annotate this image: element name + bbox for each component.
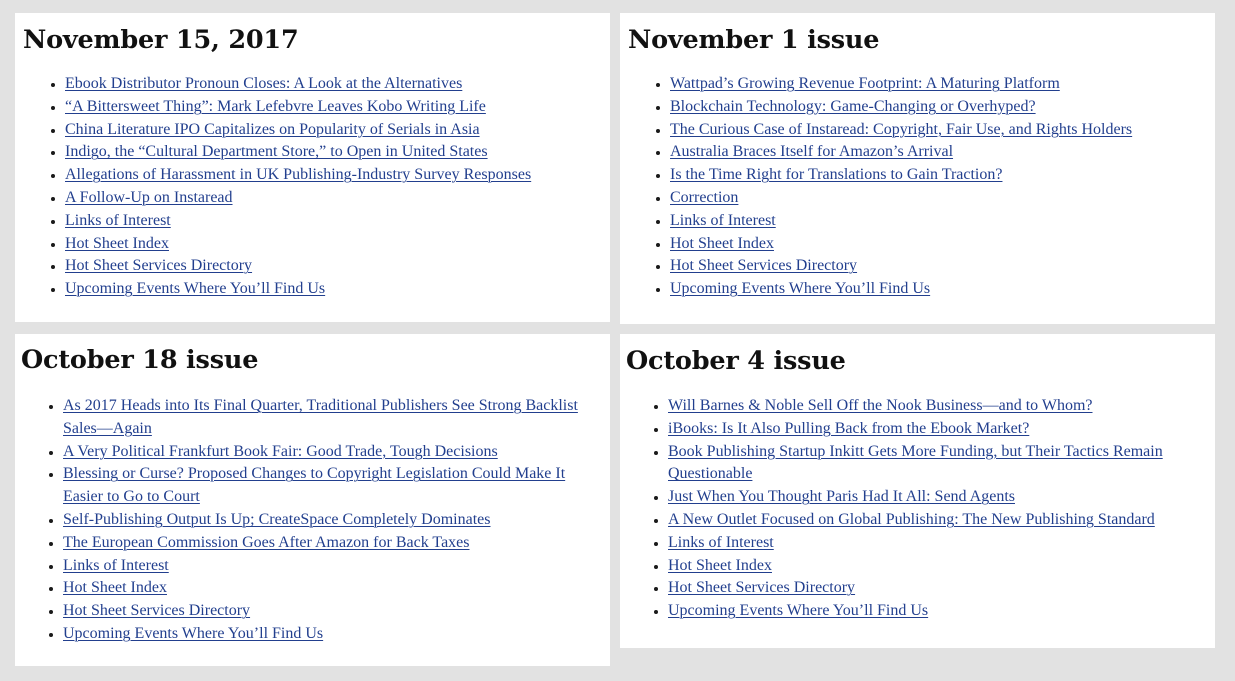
list-item xyxy=(65,96,615,119)
list-item xyxy=(65,233,615,256)
article-link[interactable]: As 2017 Heads into Its Final Quarter, Traditional Publishers See Strong Backlist Sales—Again xyxy=(63,397,578,437)
list-item xyxy=(670,233,1220,256)
list-item xyxy=(65,164,615,187)
list-item xyxy=(670,96,1220,119)
article-link[interactable]: Ebook Distributor Pronoun Closes: A Look at the Alternatives xyxy=(65,75,463,92)
article-link[interactable]: A Follow-Up on Instaread xyxy=(65,188,233,206)
article-link[interactable]: Blessing or Curse? Proposed Changes to Copyright Legislation Could Make It Easier to Go to Court xyxy=(63,465,566,506)
links-of-interest-link[interactable]: Links of Interest xyxy=(668,533,774,551)
hot-sheet-index-link[interactable]: Hot Sheet Index xyxy=(63,579,167,597)
list-item xyxy=(65,278,615,301)
upcoming-events-link[interactable]: Upcoming Events Where You’ll Find Us xyxy=(63,624,324,642)
list-item xyxy=(63,623,608,646)
article-link[interactable]: China Literature IPO Capitalizes on Popularity of Serials in Asia xyxy=(65,120,480,138)
article-link[interactable]: The Curious Case of Instaread: Copyright, Fair Use, and Rights Holders xyxy=(670,120,1133,138)
list-item xyxy=(670,255,1220,278)
list-item xyxy=(670,187,1220,210)
upcoming-events-link[interactable]: Upcoming Events Where You’ll Find Us xyxy=(65,280,326,298)
list-item xyxy=(63,395,608,441)
list-item xyxy=(670,119,1220,142)
list-item xyxy=(668,395,1226,418)
links-of-interest-link[interactable]: Links of Interest xyxy=(65,211,171,229)
issue-card-october-18 xyxy=(15,334,610,666)
issue-title: November 15, 2017 xyxy=(23,25,299,55)
upcoming-events-link[interactable]: Upcoming Events Where You’ll Find Us xyxy=(668,602,929,620)
links-of-interest-link[interactable]: Links of Interest xyxy=(670,211,776,229)
list-item xyxy=(670,210,1220,233)
list-item xyxy=(65,141,615,164)
article-link[interactable]: The European Commission Goes After Amazon for Back Taxes xyxy=(63,533,470,551)
list-item xyxy=(63,577,608,600)
article-link[interactable]: “A Bittersweet Thing”: Mark Lefebvre Leaves Kobo Writing Life xyxy=(65,97,486,115)
list-item xyxy=(65,119,615,142)
services-directory-link[interactable]: Hot Sheet Services Directory xyxy=(668,579,856,597)
article-link[interactable]: A New Outlet Focused on Global Publishing: The New Publishing Standard xyxy=(668,510,1155,528)
list-item xyxy=(65,210,615,233)
hot-sheet-index-link[interactable]: Hot Sheet Index xyxy=(65,234,169,252)
services-directory-link[interactable]: Hot Sheet Services Directory xyxy=(670,257,858,275)
list-item xyxy=(668,418,1226,441)
issue-title: November 1 issue xyxy=(628,25,880,55)
hot-sheet-index-link[interactable]: Hot Sheet Index xyxy=(670,234,774,252)
list-item xyxy=(668,441,1226,487)
list-item xyxy=(63,532,608,555)
services-directory-link[interactable]: Hot Sheet Services Directory xyxy=(63,602,251,620)
list-item xyxy=(63,463,608,509)
article-link[interactable]: Book Publishing Startup Inkitt Gets More Funding, but Their Tactics Remain Questionable xyxy=(668,442,1163,483)
correction-link[interactable]: Correction xyxy=(670,188,739,206)
list-item xyxy=(63,509,608,532)
article-link[interactable]: Australia Braces Itself for Amazon’s Arrival xyxy=(670,143,954,161)
issue-title: October 18 issue xyxy=(21,345,259,375)
list-item xyxy=(668,555,1226,578)
article-link[interactable]: Is the Time Right for Translations to Gain Traction? xyxy=(670,166,1003,184)
list-item xyxy=(668,577,1226,600)
article-link[interactable]: iBooks: Is It Also Pulling Back from the Ebook Market? xyxy=(668,419,1030,437)
article-link[interactable]: Indigo, the “Cultural Department Store,” to Open in United States xyxy=(65,143,488,161)
list-item xyxy=(63,441,608,464)
list-item xyxy=(668,532,1226,555)
issue-card-november-15-2017 xyxy=(15,13,610,322)
list-item xyxy=(670,164,1220,187)
hot-sheet-index-link[interactable]: Hot Sheet Index xyxy=(668,556,772,574)
article-link[interactable]: Blockchain Technology: Game-Changing or Overhyped? xyxy=(670,97,1036,115)
upcoming-events-link[interactable]: Upcoming Events Where You’ll Find Us xyxy=(670,280,931,298)
list-item xyxy=(670,278,1220,301)
issue-link-list xyxy=(652,73,1220,301)
article-link[interactable]: Self-Publishing Output Is Up; CreateSpace Completely Dominates xyxy=(63,510,491,528)
article-link[interactable]: A Very Political Frankfurt Book Fair: Good Trade, Tough Decisions xyxy=(63,442,498,460)
list-item xyxy=(65,255,615,278)
list-item xyxy=(668,600,1226,623)
list-item xyxy=(670,73,1220,96)
links-of-interest-link[interactable]: Links of Interest xyxy=(63,556,169,574)
list-item xyxy=(65,187,615,210)
list-item xyxy=(668,509,1226,532)
list-item xyxy=(65,73,615,96)
list-item xyxy=(668,486,1226,509)
issue-card-october-4 xyxy=(620,334,1215,648)
list-item xyxy=(63,600,608,623)
issue-card-november-1 xyxy=(620,13,1215,324)
issue-link-list xyxy=(650,395,1226,623)
list-item xyxy=(670,141,1220,164)
list-item xyxy=(63,555,608,578)
article-link[interactable]: Will Barnes & Noble Sell Off the Nook Business—and to Whom? xyxy=(668,397,1093,414)
issue-link-list xyxy=(47,73,615,301)
services-directory-link[interactable]: Hot Sheet Services Directory xyxy=(65,257,253,275)
issue-link-list xyxy=(45,395,608,646)
article-link[interactable]: Just When You Thought Paris Had It All: Send Agents xyxy=(668,488,1015,506)
article-link[interactable]: Allegations of Harassment in UK Publishing-Industry Survey Responses xyxy=(65,166,532,184)
article-link[interactable]: Wattpad’s Growing Revenue Footprint: A Maturing Platform xyxy=(670,75,1060,92)
issue-title: October 4 issue xyxy=(626,346,846,376)
